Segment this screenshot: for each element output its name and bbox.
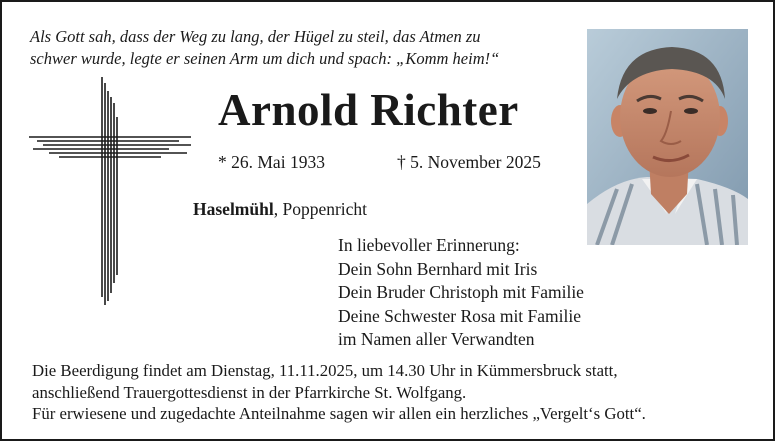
funeral-notice [32,360,646,425]
memorial-quote [30,26,550,70]
mourners-line: In liebevoller Erinnerung: [338,235,520,255]
residence-rest: , Poppenricht [273,199,368,219]
mourners-line: Dein Sohn Bernhard mit Iris [338,258,538,279]
mourners-line: Deine Schwester Rosa mit Familie [338,305,582,326]
quote-line-2: schwer wurde, legte er seinen Arm um dich und spach: „Komm heim!“ [30,49,500,68]
portrait-photo [587,29,748,245]
residence-main: Haselmühl [193,199,274,219]
residence [193,199,367,220]
deceased-name: Arnold Richter [218,85,519,135]
notice-line-1: Die Beerdigung findet am Dienstag, 11.11.2025, um 14.30 Uhr in Kümmersbruck statt, [32,361,618,380]
line-cross-icon [29,77,191,305]
death-date: † 5. November 2025 [397,152,541,172]
mourners-line: im Namen aller Verwandten [338,329,535,349]
quote-line-1: Als Gott sah, dass der Weg zu lang, der Hügel zu steil, das Atmen zu [30,27,481,46]
notice-line-2: anschließend Trauergottesdienst in der Pfarrkirche St. Wolfgang. [32,382,467,402]
notice-line-3: Für erwiesene und zugedachte Anteilnahme sagen wir allen ein herzliches „Vergelt‘s Gott“. [32,404,646,423]
mourners-list [338,234,584,352]
birth-date: * 26. Mai 1933 [218,152,325,172]
mourners-line: Dein Bruder Christoph mit Familie [338,282,584,302]
